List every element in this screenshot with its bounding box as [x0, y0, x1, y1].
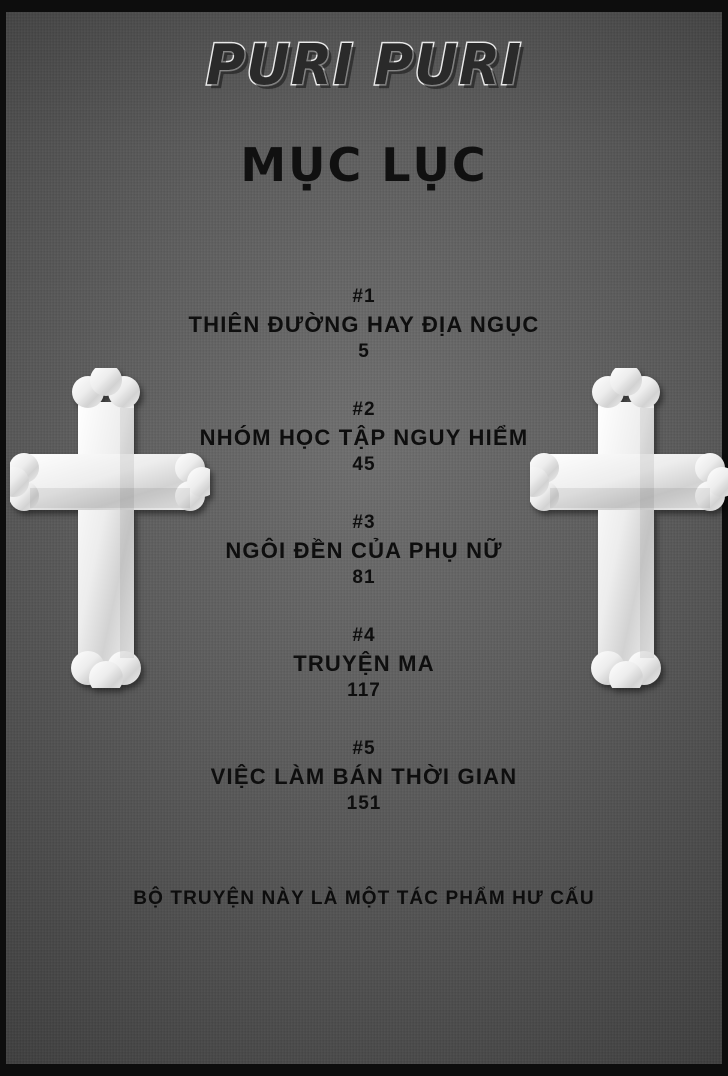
chapter-number: #1	[352, 286, 376, 307]
chapter-number: #2	[352, 398, 376, 420]
chapter-number: #3	[352, 511, 376, 533]
chapter-page: 117	[347, 680, 381, 702]
page-frame-top	[0, 0, 728, 12]
page-title: MỤC LỤC	[240, 138, 488, 192]
list-item[interactable]	[84, 510, 644, 591]
disclaimer-text: BỘ TRUYỆN NÀY LÀ MỘT TÁC PHẨM HƯ CẤU	[133, 888, 595, 909]
table-of-contents	[84, 284, 644, 817]
chapter-page: 45	[352, 454, 376, 476]
list-item[interactable]	[84, 736, 644, 817]
series-logo-text: PURI PURI	[205, 33, 523, 98]
chapter-title: VIỆC LÀM BÁN THỜI GIAN	[210, 763, 518, 789]
page-frame-bottom	[0, 1064, 728, 1076]
chapter-page: 5	[358, 341, 370, 363]
chapter-title: THIÊN ĐƯỜNG HAY ĐỊA NGỤC	[188, 311, 540, 337]
series-logo	[15, 33, 714, 98]
list-item[interactable]	[84, 284, 644, 365]
list-item[interactable]	[84, 623, 644, 704]
chapter-title: NHÓM HỌC TẬP NGUY HIỂM	[199, 424, 529, 450]
chapter-title: NGÔI ĐỀN CỦA PHỤ NỮ	[225, 537, 503, 563]
chapter-number: #5	[352, 737, 376, 759]
chapter-page: 151	[346, 793, 382, 815]
chapter-page: 81	[352, 567, 376, 589]
chapter-title: TRUYỆN MA	[293, 650, 435, 676]
list-item[interactable]	[84, 397, 644, 478]
chapter-number: #4	[352, 624, 376, 646]
